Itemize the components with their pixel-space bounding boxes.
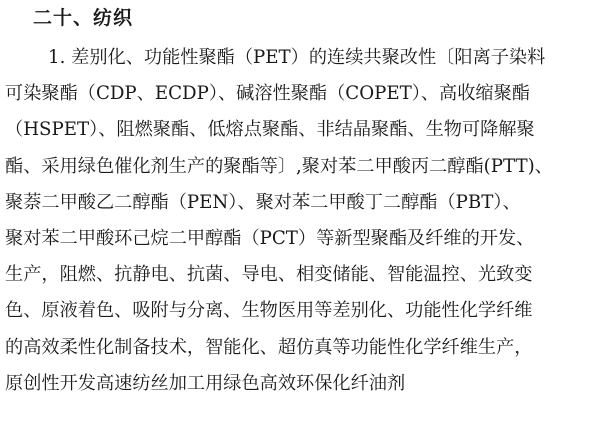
paragraph-line: 1. 差别化、功能性聚酯（PET）的连续共聚改性〔阳离子染料	[48, 47, 546, 68]
paragraph-line: 聚萘二甲酸乙二醇酯（PEN）、聚对苯二甲酸丁二醇酯（PBT）、	[5, 191, 521, 213]
paragraph-line: 原创性开发高速纺丝加工用绿色高效环保化纤油剂	[5, 372, 406, 394]
paragraph-line: （HSPET）、阻燃聚酯、低熔点聚酯、非结晶聚酯、生物可降解聚	[5, 119, 535, 141]
paragraph-line: 可染聚酯（CDP、ECDP）、碱溶性聚酯（COPET）、高收缩聚酯	[5, 83, 530, 105]
section-heading: 二十、纺织	[33, 7, 134, 29]
paragraph-item-1	[5, 40, 597, 402]
paragraph-line: 生产，阻燃、抗静电、抗菌、导电、相变储能、智能温控、光致变	[5, 264, 533, 286]
paragraph-line: 聚对苯二甲酸环己烷二甲醇酯（PCT）等新型聚酯及纤维的开发、	[5, 227, 535, 249]
paragraph-line: 色、原液着色、吸附与分离、生物医用等差别化、功能性化学纤维	[5, 300, 533, 322]
paragraph-line: 酯、采用绿色催化剂生产的聚酯等〕,聚对苯二甲酸丙二醇酯(PTT)、	[5, 155, 553, 177]
paragraph-line: 的高效柔性化制备技术，智能化、超仿真等功能性化学纤维生产，	[5, 336, 533, 358]
